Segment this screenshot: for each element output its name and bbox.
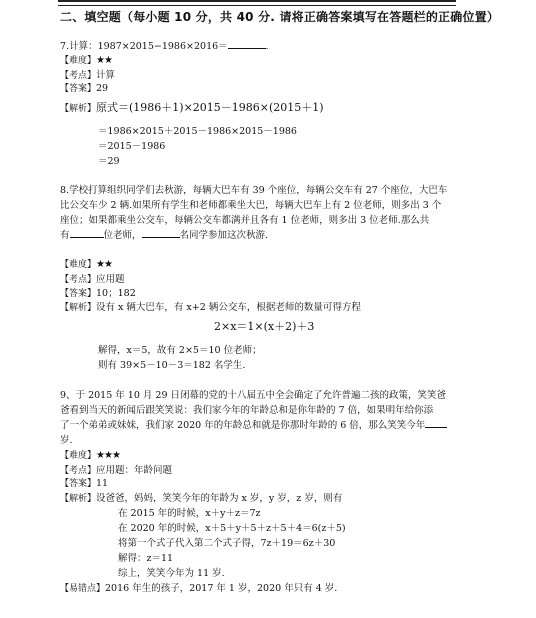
q8-text-line4b: 位老师， — [103, 230, 142, 241]
q7-analysis-line3: ＝2015－1986 — [98, 141, 166, 152]
q8-analysis-line1: 设有 x 辆大巴车，有 x+2 辆公交车，根据老师的数量可得方程 — [96, 302, 361, 313]
q9-analysis — [60, 490, 342, 504]
q9-topic-label: 【考点】 — [60, 466, 97, 476]
q7-topic — [60, 67, 115, 81]
q9-difficulty — [60, 448, 120, 461]
q8-text-line1: 8.学校打算组织同学们去秋游，每辆大巴车有 39 个座位，每辆公交车有 27 个座位，大巴车 — [60, 185, 448, 196]
q8-student-blank — [142, 237, 180, 238]
q7-difficulty-label: 【难度】 — [60, 56, 97, 66]
q7-topic-text: 计算 — [96, 70, 116, 81]
q8-solve-line1: 解得，x＝5，故有 2×5＝10 位老师； — [98, 345, 262, 356]
q7-question — [60, 38, 269, 52]
q7-answer — [60, 81, 108, 94]
q8-analysis-label: 【解析】 — [60, 303, 97, 313]
q8-text-line2: 比公交车少 2 辆.如果所有学生和老师都乘坐大巴，每辆大巴车上有 2 位老师，则多出 3 个 — [60, 200, 442, 211]
q8-solve-line2: 则有 39×5－10－3＝182 名学生. — [98, 360, 246, 371]
q9-text-line1: 9、于 2015 年 10 月 29 日闭幕的党的十八届五中全会确定了允许普遍二孩的政策，笑笑爸 — [60, 390, 447, 401]
q8-topic-label: 【考点】 — [60, 275, 97, 285]
q9-analysis-line6: 综上，笑笑今年为 11 岁. — [118, 568, 225, 579]
q9-answer — [60, 476, 108, 489]
q7-answer-blank — [228, 48, 266, 49]
q9-answer-blank — [425, 427, 447, 428]
q9-tip-label: 【易错点】 — [60, 584, 106, 594]
q7-question-end: . — [265, 41, 269, 52]
q9-analysis-line4: 将第一个式子代入第二个式子得，7z＋19＝6z＋30 — [118, 538, 336, 549]
q8-topic — [60, 271, 125, 285]
q7-analysis-line2: ＝1986×2015＋2015－1986×2015－1986 — [98, 126, 297, 137]
q9-analysis-line3: 在 2020 年的时候，x＋5＋y＋5＋z＋5＋4＝6(z＋5) — [118, 523, 346, 534]
section-title: 二、填空题（每小题 10 分，共 40 分. 请将正确答案填写在答题栏的正确位置） — [60, 10, 500, 24]
q7-analysis-label: 【解析】 — [60, 104, 97, 114]
q9-text-line3 — [60, 417, 447, 431]
q7-question-text: 7.计算：1987×2015−1986×2016＝ — [60, 41, 228, 52]
q7-analysis-line1: 原式＝(1986＋1)×2015－1986×(2015＋1) — [96, 101, 324, 114]
q8-difficulty-stars: ★★ — [96, 259, 112, 270]
q8-equation: 2×x＝1×(x＋2)＋3 — [214, 320, 315, 333]
q8-text-line3: 座位；如果都乘坐公交车，每辆公交车都满并且各有 1 位老师，则多出 3 位老师.那么共 — [60, 215, 430, 226]
q9-answer-label: 【答案】 — [60, 479, 97, 489]
q8-text-line4c: 名同学参加这次秋游. — [179, 230, 269, 241]
q8-difficulty-label: 【难度】 — [60, 260, 97, 270]
q9-text-line4: 岁. — [60, 435, 73, 446]
top-border-line — [58, 0, 456, 2]
q9-topic-text: 应用题：年龄问题 — [96, 465, 173, 476]
q8-text-line4 — [60, 227, 268, 241]
q8-topic-text: 应用题 — [96, 274, 125, 285]
q7-topic-label: 【考点】 — [60, 71, 97, 81]
q8-answer-text: 10；182 — [96, 288, 136, 299]
q7-analysis — [60, 99, 324, 115]
q7-difficulty — [60, 53, 112, 66]
top-rule — [58, 5, 456, 6]
q8-answer-label: 【答案】 — [60, 289, 97, 299]
q7-answer-label: 【答案】 — [60, 84, 97, 94]
q7-answer-text: 29 — [96, 83, 109, 94]
q9-analysis-line2: 在 2015 年的时候，x＋y＋z＝7z — [118, 508, 261, 519]
q8-answer — [60, 285, 136, 299]
q7-analysis-line4: ＝29 — [98, 156, 120, 167]
q9-text-line2: 爸看到当天的新闻后跟笑笑说：我们家今年的年龄总和是你年龄的 7 倍，如果明年给你添 — [60, 405, 434, 416]
q8-teacher-blank — [70, 237, 104, 238]
q8-analysis — [60, 299, 361, 313]
q8-difficulty — [60, 257, 112, 270]
q9-analysis-line1: 设爸爸，妈妈，笑笑今年的年龄为 x 岁，y 岁，z 岁，则有 — [96, 493, 343, 504]
q9-difficulty-stars: ★★★ — [96, 450, 120, 461]
q9-answer-text: 11 — [96, 478, 109, 489]
q9-analysis-label: 【解析】 — [60, 494, 97, 504]
q8-text-line4a: 有 — [60, 230, 70, 241]
q7-difficulty-stars: ★★ — [96, 55, 112, 66]
q9-tip-text: 2016 年生的孩子，2017 年 1 岁，2020 年只有 4 岁. — [105, 583, 338, 594]
q9-tip — [60, 580, 337, 594]
q9-difficulty-label: 【难度】 — [60, 451, 97, 461]
q9-text-line3-text: 了一个弟弟或妹妹，我们家 2020 年的年龄总和就是你那时年龄的 6 倍，那么笑笑今年 — [60, 420, 426, 431]
q9-analysis-line5: 解得：z＝11 — [118, 553, 174, 564]
q9-topic — [60, 462, 172, 476]
